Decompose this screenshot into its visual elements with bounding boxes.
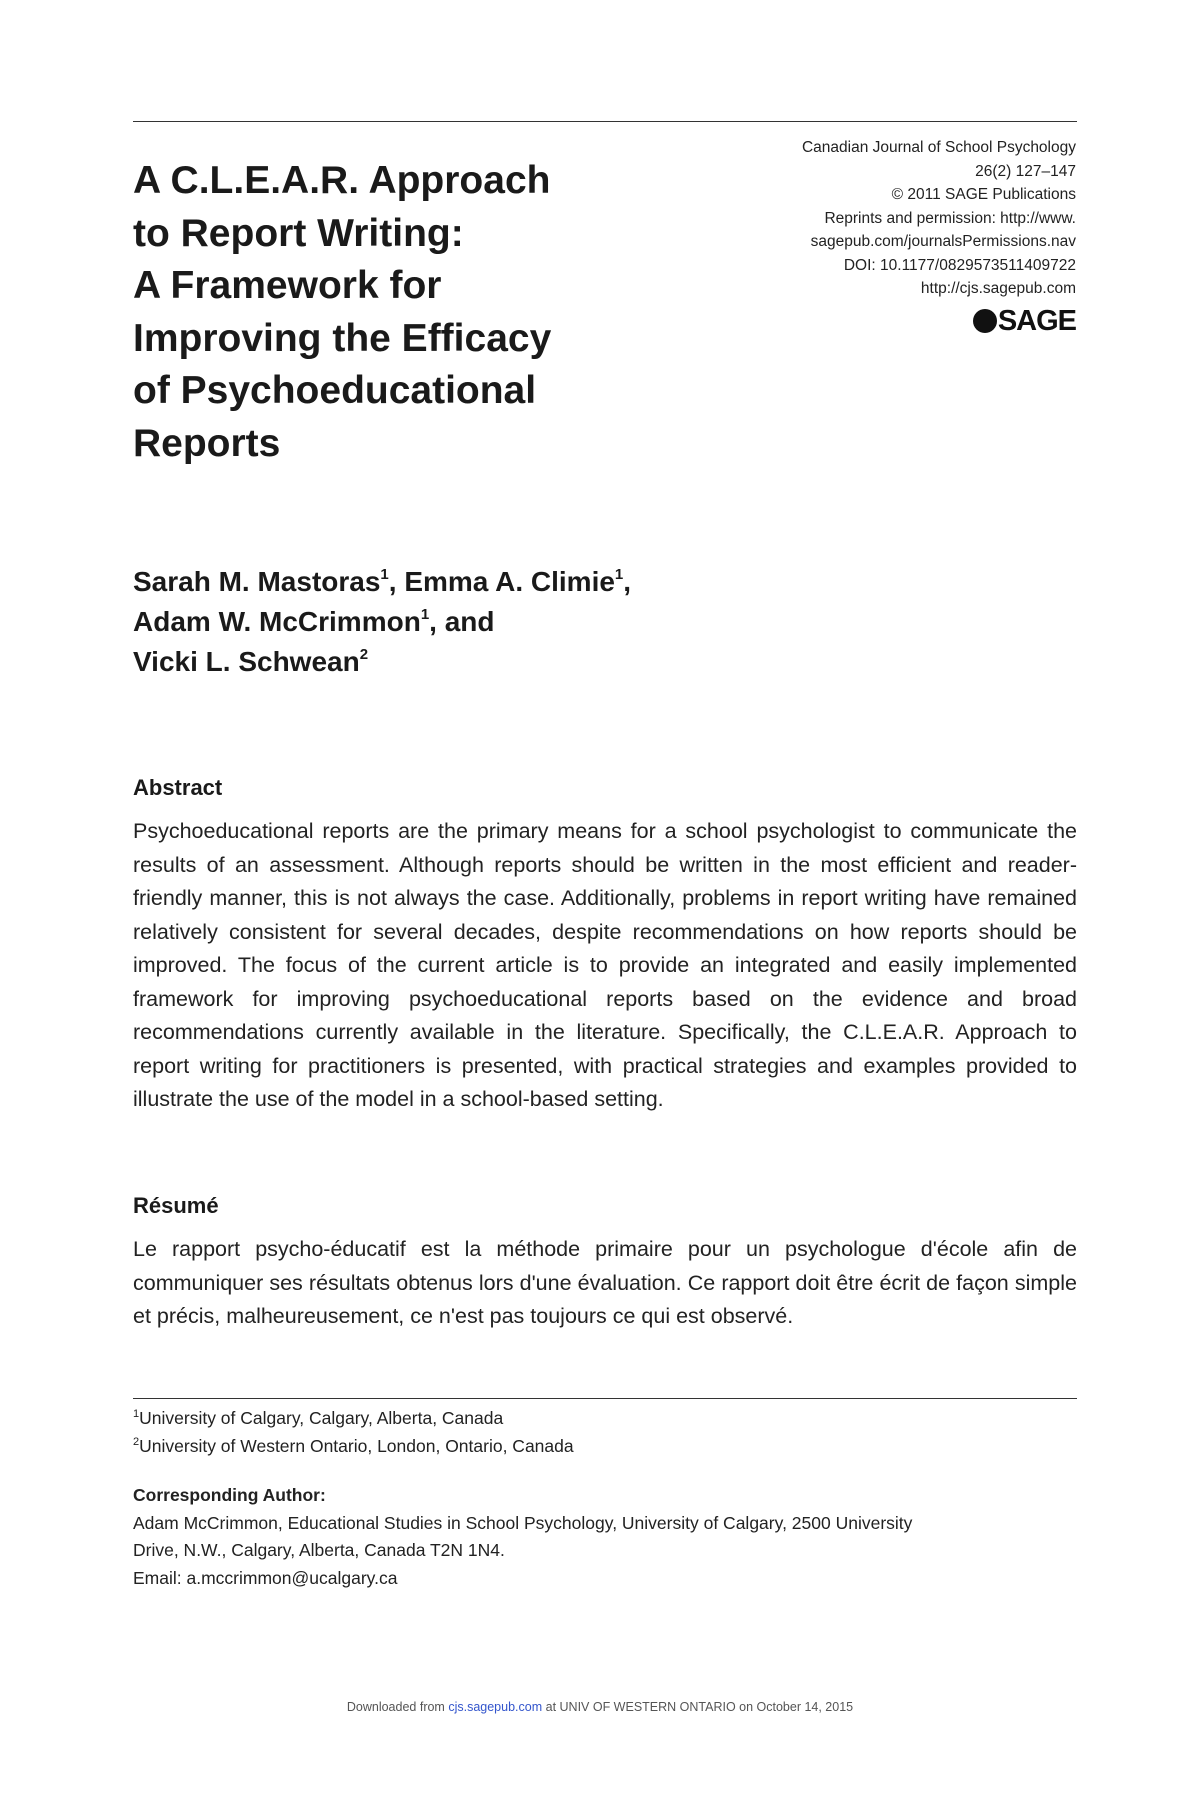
title-line: A Framework for (133, 264, 442, 307)
download-suffix: at UNIV OF WESTERN ONTARIO on October 14, 2015 (542, 1700, 854, 1714)
title-line: A C.L.E.A.R. Approach (133, 159, 551, 202)
author-line (133, 562, 853, 602)
affiliation-number: 2 (133, 1436, 140, 1448)
abstract-text: Psychoeducational reports are the primary means for a school psychologist to communicate the results of an assessment. Although reports should be written in the most efficient and reader-friendly manner, this is not always the case. Additionally, problems in report writing have remained relatively consistent for several decades, despite recommendations on how reports should be improved. The focus of the current article is to provide an integrated and easily implemented framework for improving psychoeducational reports based on the evidence and broad recommendations currently available in the literature. Specifically, the C.L.E.A.R. Approach to report writing for practitioners is presented, with practical strategies and examples provided to illustrate the use of the model in a school-based setting. (133, 819, 1077, 1111)
author-separator: , (623, 566, 632, 597)
journal-volume: 26(2) 127–147 (975, 162, 1076, 180)
title-line: of Psychoeducational (133, 369, 537, 412)
author-affiliation-mark: 1 (380, 566, 389, 583)
affiliation-number: 1 (133, 1408, 140, 1420)
affiliations (133, 1404, 1077, 1460)
reprints-line-1: Reprints and permission: http://www. (824, 209, 1076, 227)
affiliation-item (133, 1404, 1077, 1432)
corresponding-address-line-1: Adam McCrimmon, Educational Studies in School Psychology, University of Calgary, 2500 University (133, 1512, 913, 1533)
author-name: Vicki L. Schwean (133, 646, 360, 677)
author-name: Sarah M. Mastoras (133, 566, 381, 597)
journal-name: Canadian Journal of School Psychology (801, 139, 1076, 156)
resume-text: Le rapport psycho-éducatif est la méthode primaire pour un psychologue d'école afin de communiquer ses résultats obtenus lors d'une évaluation. Ce rapport doit être écrit de façon simple et précis, malheureusement, ce n'est pas toujours ce qui est observé. (133, 1237, 1077, 1328)
corresponding-address-line-2: Drive, N.W., Calgary, Alberta, Canada T2N 1N4. (133, 1540, 505, 1560)
author-affiliation-mark: 1 (420, 606, 430, 623)
author-line (133, 642, 853, 682)
download-notice (0, 1700, 1200, 1714)
author-separator: , and (429, 606, 495, 637)
corresponding-author (133, 1482, 1077, 1592)
download-link[interactable]: cjs.sagepub.com (448, 1700, 543, 1714)
sage-logo-mark-icon (973, 309, 997, 333)
header-rule (133, 121, 1077, 122)
corresponding-author-label: Corresponding Author: (133, 1485, 326, 1505)
author-affiliation-mark: 1 (614, 566, 624, 583)
author-affiliation-mark: 2 (359, 646, 369, 663)
copyright: © 2011 SAGE Publications (891, 186, 1076, 203)
footnote-rule (133, 1398, 1077, 1399)
affiliation-item (133, 1432, 1077, 1460)
author-line (133, 602, 853, 642)
author-separator: , (388, 566, 405, 597)
author-name: Emma A. Climie (404, 566, 615, 597)
reprints-line-2: sagepub.com/journalsPermissions.nav (810, 233, 1076, 250)
author-list (133, 562, 853, 682)
affiliation-text: University of Calgary, Calgary, Alberta, Canada (139, 1408, 504, 1428)
title-line: Improving the Efficacy (133, 316, 552, 360)
doi: DOI: 10.1177/0829573511409722 (843, 256, 1076, 274)
affiliation-text: University of Western Ontario, London, Ontario, Canada (139, 1436, 574, 1456)
author-name: Adam W. McCrimmon (133, 606, 421, 637)
journal-metadata (696, 136, 1076, 301)
sage-logo-text: SAGE (997, 305, 1076, 337)
abstract-heading: Abstract (133, 775, 223, 800)
article-title (133, 155, 653, 470)
resume-heading: Résumé (133, 1193, 219, 1218)
journal-url[interactable]: http://cjs.sagepub.com (920, 280, 1076, 297)
title-line: to Report Writing: (133, 211, 464, 255)
download-prefix: Downloaded from (346, 1700, 449, 1714)
title-line: Reports (133, 421, 281, 465)
corresponding-email[interactable]: Email: a.mccrimmon@ucalgary.ca (133, 1567, 398, 1588)
sage-logo (973, 304, 1076, 338)
